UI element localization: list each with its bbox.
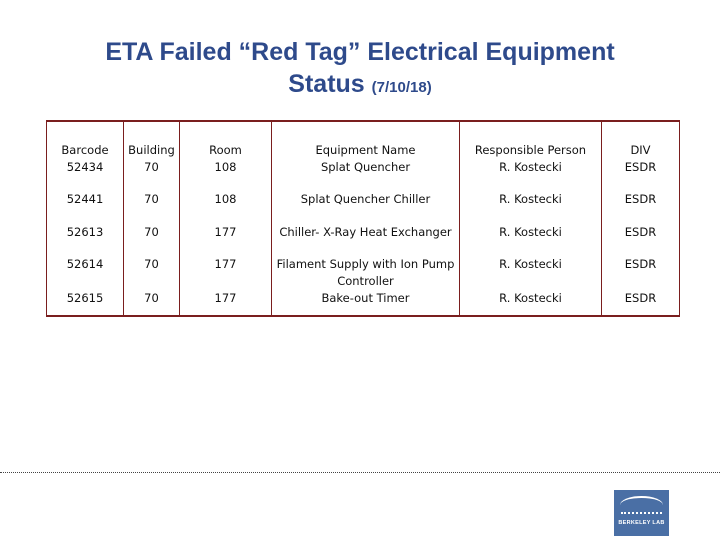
header-person: Responsible Person bbox=[474, 143, 587, 157]
barcode-cell: 52613 bbox=[47, 208, 124, 241]
room-cell: 177 bbox=[180, 208, 272, 241]
div-cell: ESDR bbox=[602, 176, 680, 208]
barcode-cell: 52615 bbox=[47, 290, 124, 316]
div-cell: ESDR bbox=[602, 208, 680, 241]
room-cell: 108 bbox=[180, 176, 272, 208]
equipment-cell: Chiller- X-Ray Heat Exchanger bbox=[272, 208, 460, 241]
header-div: DIV bbox=[630, 143, 651, 157]
barcode-cell: 52614 bbox=[47, 241, 124, 290]
title-status: Status bbox=[288, 70, 365, 98]
equipment-cell: Equipment Name Splat Quencher bbox=[272, 121, 460, 176]
title-line-1: ETA Failed “Red Tag” Electrical Equipment bbox=[105, 38, 615, 66]
div-cell: DIV ESDR bbox=[602, 121, 680, 176]
room-cell: Room 108 bbox=[180, 121, 272, 176]
table-row bbox=[47, 208, 680, 241]
person-cell: R. Kostecki bbox=[460, 208, 602, 241]
title-line-2 bbox=[40, 68, 680, 104]
building-cell: 70 bbox=[124, 290, 180, 316]
logo-text: BERKELEY LAB bbox=[618, 520, 665, 526]
table-row bbox=[47, 241, 680, 290]
person-cell: R. Kostecki bbox=[460, 241, 602, 290]
page-title bbox=[40, 36, 680, 104]
div-cell: ESDR bbox=[602, 290, 680, 316]
header-barcode: Barcode bbox=[61, 143, 109, 157]
header-building: Building bbox=[128, 143, 175, 157]
person-cell: Responsible Person R. Kostecki bbox=[460, 121, 602, 176]
barcode-cell: Barcode 52434 bbox=[47, 121, 124, 176]
berkeley-lab-logo bbox=[614, 490, 669, 536]
person-cell: R. Kostecki bbox=[460, 176, 602, 208]
room-cell: 177 bbox=[180, 290, 272, 316]
title-date: (7/10/18) bbox=[371, 79, 432, 96]
footer-divider bbox=[0, 472, 720, 473]
building-cell: Building 70 bbox=[124, 121, 180, 176]
table-row bbox=[47, 290, 680, 316]
table-row bbox=[47, 176, 680, 208]
equipment-cell: Filament Supply with Ion Pump Controller bbox=[272, 241, 460, 290]
header-room: Room bbox=[209, 143, 242, 157]
person-cell: R. Kostecki bbox=[460, 290, 602, 316]
header-equipment: Equipment Name bbox=[315, 143, 416, 157]
dots-icon bbox=[621, 512, 662, 518]
equipment-status-table bbox=[46, 120, 680, 317]
building-cell: 70 bbox=[124, 241, 180, 290]
building-cell: 70 bbox=[124, 208, 180, 241]
building-cell: 70 bbox=[124, 176, 180, 208]
div-cell: ESDR bbox=[602, 241, 680, 290]
barcode-cell: 52441 bbox=[47, 176, 124, 208]
table-row bbox=[47, 121, 680, 176]
equipment-cell: Bake-out Timer bbox=[272, 290, 460, 316]
room-cell: 177 bbox=[180, 241, 272, 290]
equipment-cell: Splat Quencher Chiller bbox=[272, 176, 460, 208]
